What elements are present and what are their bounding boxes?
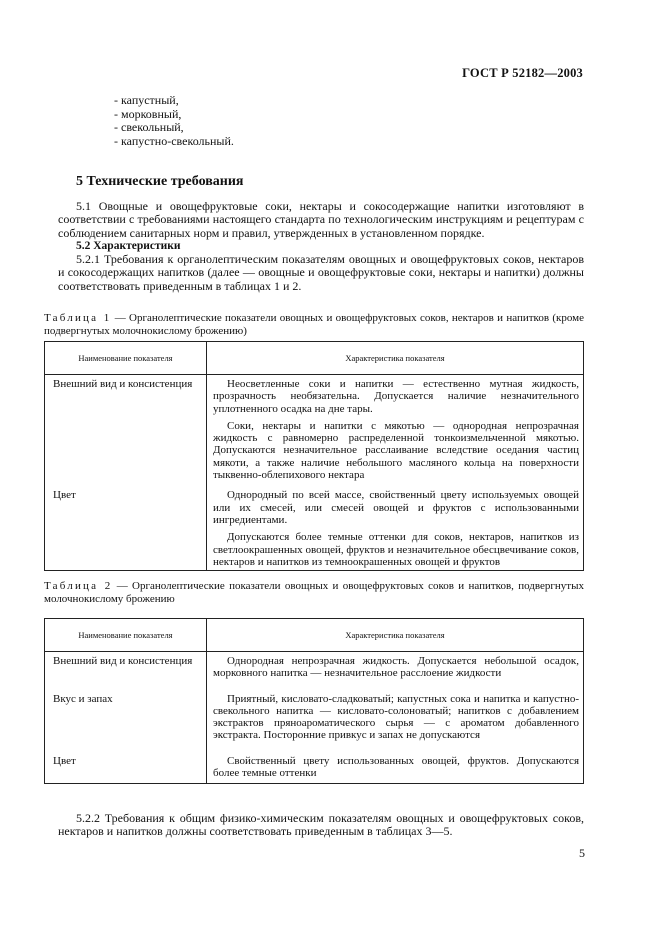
table1-caption <box>44 312 584 337</box>
table-row <box>45 375 584 487</box>
list-item: - морковный, <box>114 106 182 121</box>
section-title: 5 Технические требования <box>76 174 244 189</box>
table2-col-header-value: Характеристика показателя <box>207 619 584 652</box>
table1-label: Таблица 1 <box>44 312 112 324</box>
list-item: - свекольный, <box>114 120 184 134</box>
table2-row-name: Внешний вид и консистенция <box>53 655 193 667</box>
subsection-title: 5.2 Характеристики <box>76 240 181 252</box>
table-row <box>45 690 584 752</box>
table1-row-name: Внешний вид и консистенция <box>53 378 193 390</box>
document-header: ГОСТ Р 52182—2003 <box>462 66 583 80</box>
table2-label: Таблица 2 <box>44 580 113 592</box>
table2-cell-text: Приятный, кисловато-сладковатый; капустных сока и напитка и капустно-свекольного напитка — кисловато-солоноватый; напитков с добавлением экстрактов пряноароматического сырья — с ароматом добавленного экстракта. Посторонние привкус и запах не допускаются <box>213 692 579 742</box>
list-item: - капустный, <box>114 93 179 107</box>
table-row <box>45 752 584 784</box>
paragraph-5-1 <box>58 200 584 240</box>
page-number: 5 <box>579 846 585 860</box>
table1-caption-text: — Органолептические показатели овощных и овощефруктовых соков, нектаров и напитков (кроме подвергнутых молочнокислому брожению) <box>44 312 584 337</box>
table1 <box>44 341 584 571</box>
juice-type-list <box>114 94 234 148</box>
table1-row-name: Цвет <box>53 489 76 502</box>
table1-col-header-value: Характеристика показателя <box>207 342 584 375</box>
table2-caption-text: — Органолептические показатели овощных и овощефруктовых соков и напитков, подвергнутых молочнокислому брожению <box>44 580 584 605</box>
paragraph-5-2-2 <box>58 812 584 839</box>
table2-cell-text: Однородная непрозрачная жидкость. Допускается небольшой осадок, морковного напитка — незначительное расслоение жидкости <box>213 655 579 680</box>
table2-row-name: Цвет <box>53 754 76 767</box>
table1-cell-text: Неосветленные соки и напитки — естественно мутная жидкость, прозрачность необязательна. Допускается наличие незначительного уплотненного осадка на дне тары. <box>213 378 579 415</box>
table1-col-header-name: Наименование показателя <box>45 342 207 375</box>
table-row <box>45 486 584 570</box>
paragraph-5-1-text: 5.1 Овощные и овощефруктовые соки, нектары и сокосодержащие напитки изготовляют в соответствии с требованиями настоящего стандарта по технологическим инструкциям и рецептурам с соблюдением санитарных норм и правил, утвержденных в установленном порядке. <box>58 199 584 240</box>
table1-cell-text: Допускаются более темные оттенки для соков, нектаров, напитков из светлоокрашенных овощей, фруктов и незначительное обесцвечивание соков, нектаров и напитков из темноокрашенных овощей и фруктов <box>213 531 579 568</box>
table2 <box>44 618 584 784</box>
table2-row-name: Вкус и запах <box>53 692 113 705</box>
table1-cell-text: Соки, нектары и напитки с мякотью — однородная непрозрачная жидкость с равномерно распределенной тонкоизмельченной мякотью. Допускаются незначительное расслаивание вследствие оседания частиц мякоти, а также наличие небольшого масляного кольца на поверхности тыквенно-облепихового нектара <box>213 419 579 482</box>
table2-caption <box>44 580 584 605</box>
paragraph-5-2-1 <box>58 253 584 293</box>
list-item: - капустно-свекольный. <box>114 133 234 148</box>
paragraph-5-2-2-text: 5.2.2 Требования к общим физико-химическим показателям овощных и овощефруктовых соков, нектаров и напитков должны соответствовать приведенным в таблицах 3—5. <box>58 811 584 839</box>
table1-cell-text: Однородный по всей массе, свойственный цвету используемых овощей или их смесей, или смесей овощей и фруктов с использованными ингредиентами. <box>213 489 579 526</box>
table2-cell-text: Свойственный цвету использованных овощей, фруктов. Допускаются более темные оттенки <box>213 754 579 780</box>
table2-col-header-name: Наименование показателя <box>45 619 207 652</box>
paragraph-5-2-1-text: 5.2.1 Требования к органолептическим показателям овощных и овощефруктовых соков, нектаров и сокосодержащих напитков (далее — овощные и овощефруктовые соки, нектары и напитки) должны соответствовать приведенным в таблицах 1 и 2. <box>58 252 584 293</box>
table-row <box>45 652 584 690</box>
